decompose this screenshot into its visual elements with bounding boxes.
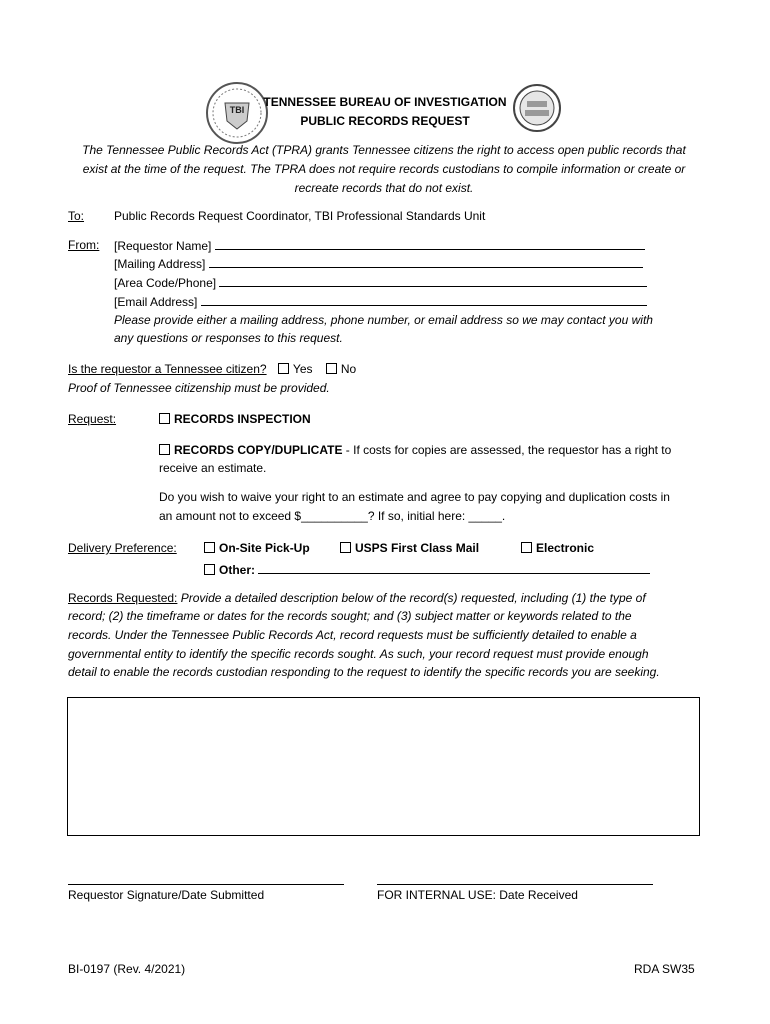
records-copy-checkbox[interactable] <box>159 444 170 455</box>
form-title: PUBLIC RECORDS REQUEST <box>300 114 470 128</box>
requestor-name-line[interactable] <box>215 238 645 250</box>
phone-line[interactable] <box>219 275 647 287</box>
from-label: From: <box>68 238 100 252</box>
agency-title: TENNESSEE BUREAU OF INVESTIGATION <box>263 95 507 109</box>
records-copy-note-2: receive an estimate. <box>159 461 267 475</box>
form-number: BI-0197 (Rev. 4/2021) <box>68 962 186 976</box>
phone-field[interactable] <box>114 275 654 290</box>
records-requested-line-1 <box>68 591 646 605</box>
usps-mail-checkbox[interactable] <box>340 542 351 553</box>
records-requested-line-5: detail to enable the records custodian responding to the request to identify the specific records you are seeking. <box>68 665 660 679</box>
no-checkbox[interactable] <box>326 363 337 374</box>
citizen-no-option[interactable] <box>326 362 356 376</box>
waive-estimate-line-1: Do you wish to waive your right to an estimate and agree to pay copying and duplication costs in <box>159 490 670 504</box>
requestor-name-label: [Requestor Name] <box>114 239 212 253</box>
electronic-option[interactable] <box>521 541 594 555</box>
citizen-question-row <box>68 362 356 376</box>
records-requested-label: Records Requested: <box>68 591 178 605</box>
other-line[interactable] <box>258 562 650 574</box>
records-requested-text-1: Provide a detailed description below of the record(s) requested, including (1) the type of <box>177 591 646 605</box>
requestor-signature-line[interactable] <box>68 884 344 885</box>
date-received-label: FOR INTERNAL USE: Date Received <box>377 888 578 902</box>
email-line[interactable] <box>201 294 647 306</box>
contact-note-2: any questions or responses to this request. <box>114 331 343 345</box>
citizen-yes-option[interactable] <box>278 362 313 376</box>
records-description-box[interactable] <box>67 697 700 836</box>
no-label: No <box>340 362 357 376</box>
waive-estimate-line-2[interactable]: an amount not to exceed $__________? If so, initial here: _____. <box>159 509 506 523</box>
intro-line-3: recreate records that do not exist. <box>294 181 474 195</box>
electronic-checkbox[interactable] <box>521 542 532 553</box>
rda-code: RDA SW35 <box>634 962 695 976</box>
email-label: [Email Address] <box>114 295 198 309</box>
yes-checkbox[interactable] <box>278 363 289 374</box>
to-label: To: <box>68 209 85 223</box>
date-received-line[interactable] <box>377 884 653 885</box>
tennessee-state-seal <box>512 83 562 133</box>
tbi-seal-label: TBI <box>229 105 245 115</box>
mailing-address-label: [Mailing Address] <box>114 257 206 271</box>
usps-mail-option[interactable] <box>340 541 479 555</box>
citizen-proof-note: Proof of Tennessee citizenship must be provided. <box>68 381 330 395</box>
intro-line-2: exist at the time of the request. The TPRA does not require records custodians to compile information or create or <box>82 162 686 176</box>
contact-note-1: Please provide either a mailing address, phone number, or email address so we may contact you with <box>114 313 653 327</box>
records-copy-note: - If costs for copies are assessed, the requestor has a right to <box>342 443 672 457</box>
records-inspection-option[interactable] <box>159 412 311 426</box>
records-requested-line-4: governmental entity to identify the specific records sought. As such, your record request must provide enough <box>68 647 649 661</box>
email-field[interactable] <box>114 294 654 309</box>
electronic-label: Electronic <box>536 541 595 555</box>
other-checkbox[interactable] <box>204 564 215 575</box>
yes-label: Yes <box>292 362 313 376</box>
records-inspection-label: RECORDS INSPECTION <box>174 412 311 426</box>
phone-label: [Area Code/Phone] <box>114 276 217 290</box>
delivery-label: Delivery Preference: <box>68 541 177 555</box>
records-inspection-checkbox[interactable] <box>159 413 170 424</box>
records-copy-option[interactable] <box>159 443 671 457</box>
records-requested-line-2: record; (2) the timeframe or dates for the records sought; and (3) subject matter or keywords related to the <box>68 609 632 623</box>
onsite-pickup-label: On-Site Pick-Up <box>219 541 310 555</box>
usps-mail-label: USPS First Class Mail <box>355 541 480 555</box>
citizen-question: Is the requestor a Tennessee citizen? <box>68 362 267 376</box>
other-option[interactable] <box>204 562 650 577</box>
onsite-pickup-option[interactable] <box>204 541 310 555</box>
mailing-address-field[interactable] <box>114 256 654 271</box>
requestor-signature-label: Requestor Signature/Date Submitted <box>68 888 265 902</box>
request-label: Request: <box>68 412 117 426</box>
requestor-name-field[interactable] <box>114 238 654 253</box>
onsite-pickup-checkbox[interactable] <box>204 542 215 553</box>
records-copy-label: RECORDS COPY/DUPLICATE <box>174 443 343 457</box>
intro-line-1: The Tennessee Public Records Act (TPRA) grants Tennessee citizens the right to access open public records that <box>82 143 686 157</box>
mailing-address-line[interactable] <box>209 256 643 268</box>
to-value: Public Records Request Coordinator, TBI Professional Standards Unit <box>114 209 486 223</box>
records-requested-line-3: records. Under the Tennessee Public Records Act, record requests must be sufficiently detailed to enable a <box>68 628 637 642</box>
other-label: Other: <box>219 563 255 577</box>
